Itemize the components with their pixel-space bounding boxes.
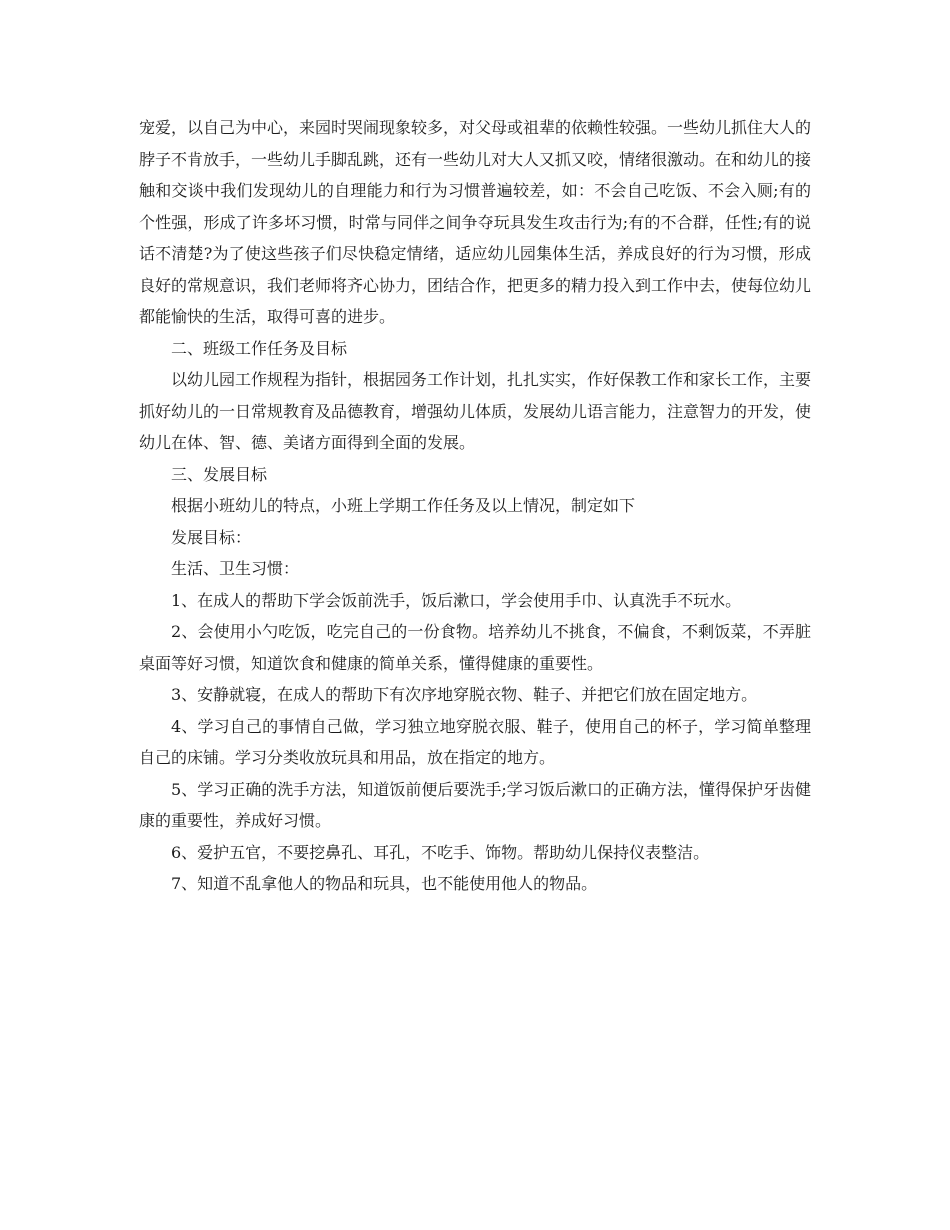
section-heading-development-goals: 三、发展目标 <box>171 464 268 484</box>
body-paragraph: 根据小班幼儿的特点，小班上学期工作任务及以上情况，制定如下 <box>171 496 636 515</box>
subheading-life-hygiene: 生活、卫生习惯： <box>171 559 300 578</box>
list-item: 4、学习自己的事情自己做，学习独立地穿脱衣服、鞋子，使用自己的杯子，学习简单整理自己的床铺。学习分类收放玩具和用品，放在指定的地方。 <box>139 716 811 767</box>
body-paragraph-continued: 宠爱，以自己为中心，来园时哭闹现象较多，对父母或祖辈的依赖性较强。一些幼儿抓住大人的脖子不肯放手，一些幼儿手脚乱跳，还有一些幼儿对大人又抓又咬，情绪很激动。在和幼儿的接触和交谈中我们发现幼儿的自理能力和行为习惯普遍较差，如：不会自己吃饭、不会入厕;有的个性强，形成了许多坏习惯，时常与同伴之间争夺玩具发生攻击行为;有的不合群，任性;有的说话不清楚?为了使这些孩子们尽快稳定情绪，适应幼儿园集体生活，养成良好的行为习惯，形成良好的常规意识，我们老师将齐心协力，团结合作，把更多的精力投入到工作中去，使每位幼儿都能愉快的生活，取得可喜的进步。 <box>139 118 812 326</box>
list-item: 2、会使用小勺吃饭，吃完自己的一份食物。培养幼儿不挑食，不偏食，不剩饭菜，不弄脏桌面等好习惯，知道饮食和健康的简单关系，懂得健康的重要性。 <box>139 622 811 673</box>
list-item: 5、学习正确的洗手方法，知道饭前便后要洗手;学习饭后漱口的正确方法，懂得保护牙齿健康的重要性，养成好习惯。 <box>139 779 811 830</box>
body-paragraph: 发展目标： <box>171 527 252 547</box>
section-heading-class-tasks: 二、班级工作任务及目标 <box>171 338 348 358</box>
list-item: 7、知道不乱拿他人的物品和玩具，也不能使用他人的物品。 <box>171 874 598 893</box>
list-item: 6、爱护五官，不要挖鼻孔、耳孔，不吃手、饰物。帮助幼儿保持仪表整洁。 <box>171 842 710 862</box>
list-item: 3、安静就寝，在成人的帮助下有次序地穿脱衣物、鞋子、并把它们放在固定地方。 <box>171 685 758 704</box>
body-paragraph: 以幼儿园工作规程为指针，根据园务工作计划，扎扎实实，作好保教工作和家长工作，主要抓好幼儿的一日常规教育及品德教育，增强幼儿体质，发展幼儿语言能力，注意智力的开发，使幼儿在体、智、德、美诸方面得到全面的发展。 <box>139 370 812 452</box>
document-body <box>139 112 811 900</box>
list-item: 1、在成人的帮助下学会饭前洗手，饭后漱口，学会使用手巾、认真洗手不玩水。 <box>171 590 742 610</box>
